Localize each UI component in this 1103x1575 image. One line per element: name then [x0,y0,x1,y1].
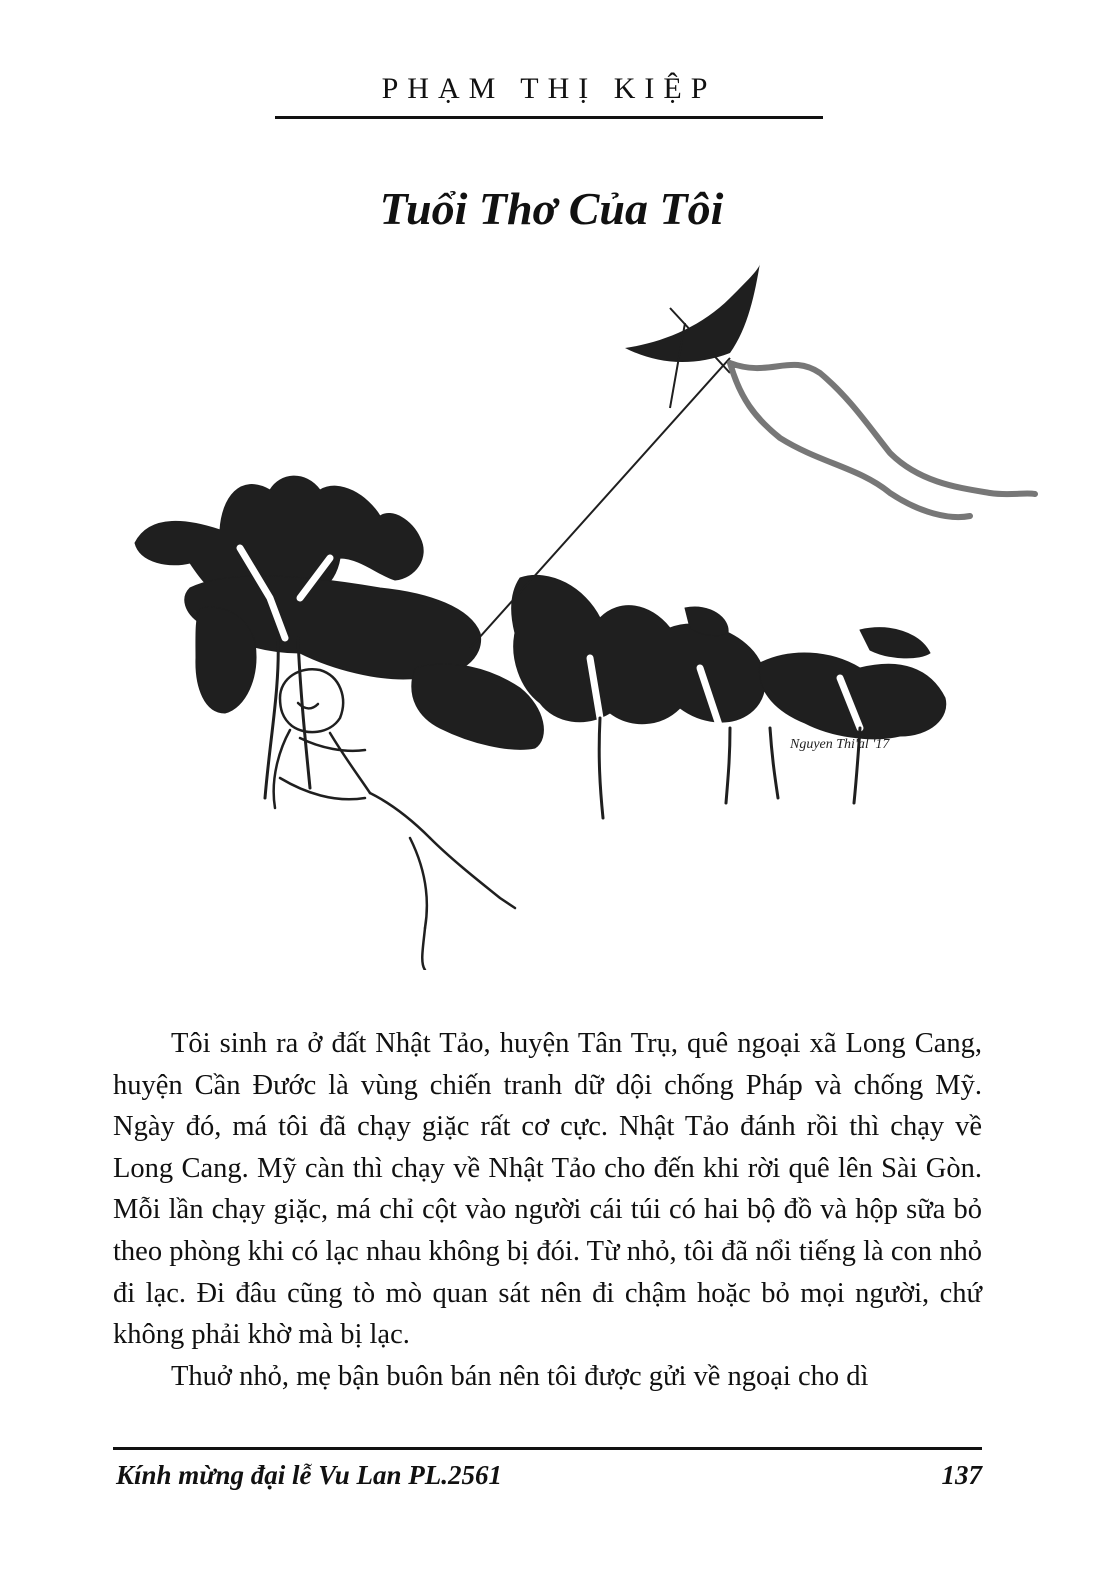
article-title: Tuổi Thơ Của Tôi [379,183,724,234]
artist-signature: Nguyen Thi'al '17 [790,737,890,752]
running-header-author: PHẠM THỊ KIỆP [381,72,717,105]
footer-rule [113,1447,982,1450]
kite [625,263,760,362]
article-body [113,1023,982,1397]
kite-tail [730,363,1035,517]
right-tree-canopy [759,653,945,739]
body-paragraph: Tôi sinh ra ở đất Nhật Tảo, huyện Tân Trụ, quê ngoại xã Long Cang, huyện Cần Đước là vùng chiến tranh dữ dội chống Pháp và chống Mỹ. Ngày đó, má tôi đã chạy giặc rất cơ cực. Nhật Tảo đánh rồi thì chạy về Long Cang. Mỹ càn thì chạy về Nhật Tảo cho đến khi rời quê lên Sài Gòn. Mỗi lần chạy giặc, má chỉ cột vào người cái túi có hai bộ đồ và hộp sữa bỏ theo phòng khi có lạc nhau không bị đói. Từ nhỏ, tôi đã nổi tiếng là con nhỏ đi lạc. Đi đâu cũng tò mò quan sát nên đi chậm hoặc bỏ mọi người, chứ không phải khờ mà bị lạc. [113,1028,982,1351]
kite-flying-illustration [130,258,1040,970]
footer-publication: Kính mừng đại lễ Vu Lan PL.2561 [116,1460,503,1490]
body-paragraph: Thuở nhỏ, mẹ bận buôn bán nên tôi được gửi về ngoại cho dì [171,1360,869,1392]
page-number: 137 [941,1460,982,1490]
header-rule [275,116,823,119]
